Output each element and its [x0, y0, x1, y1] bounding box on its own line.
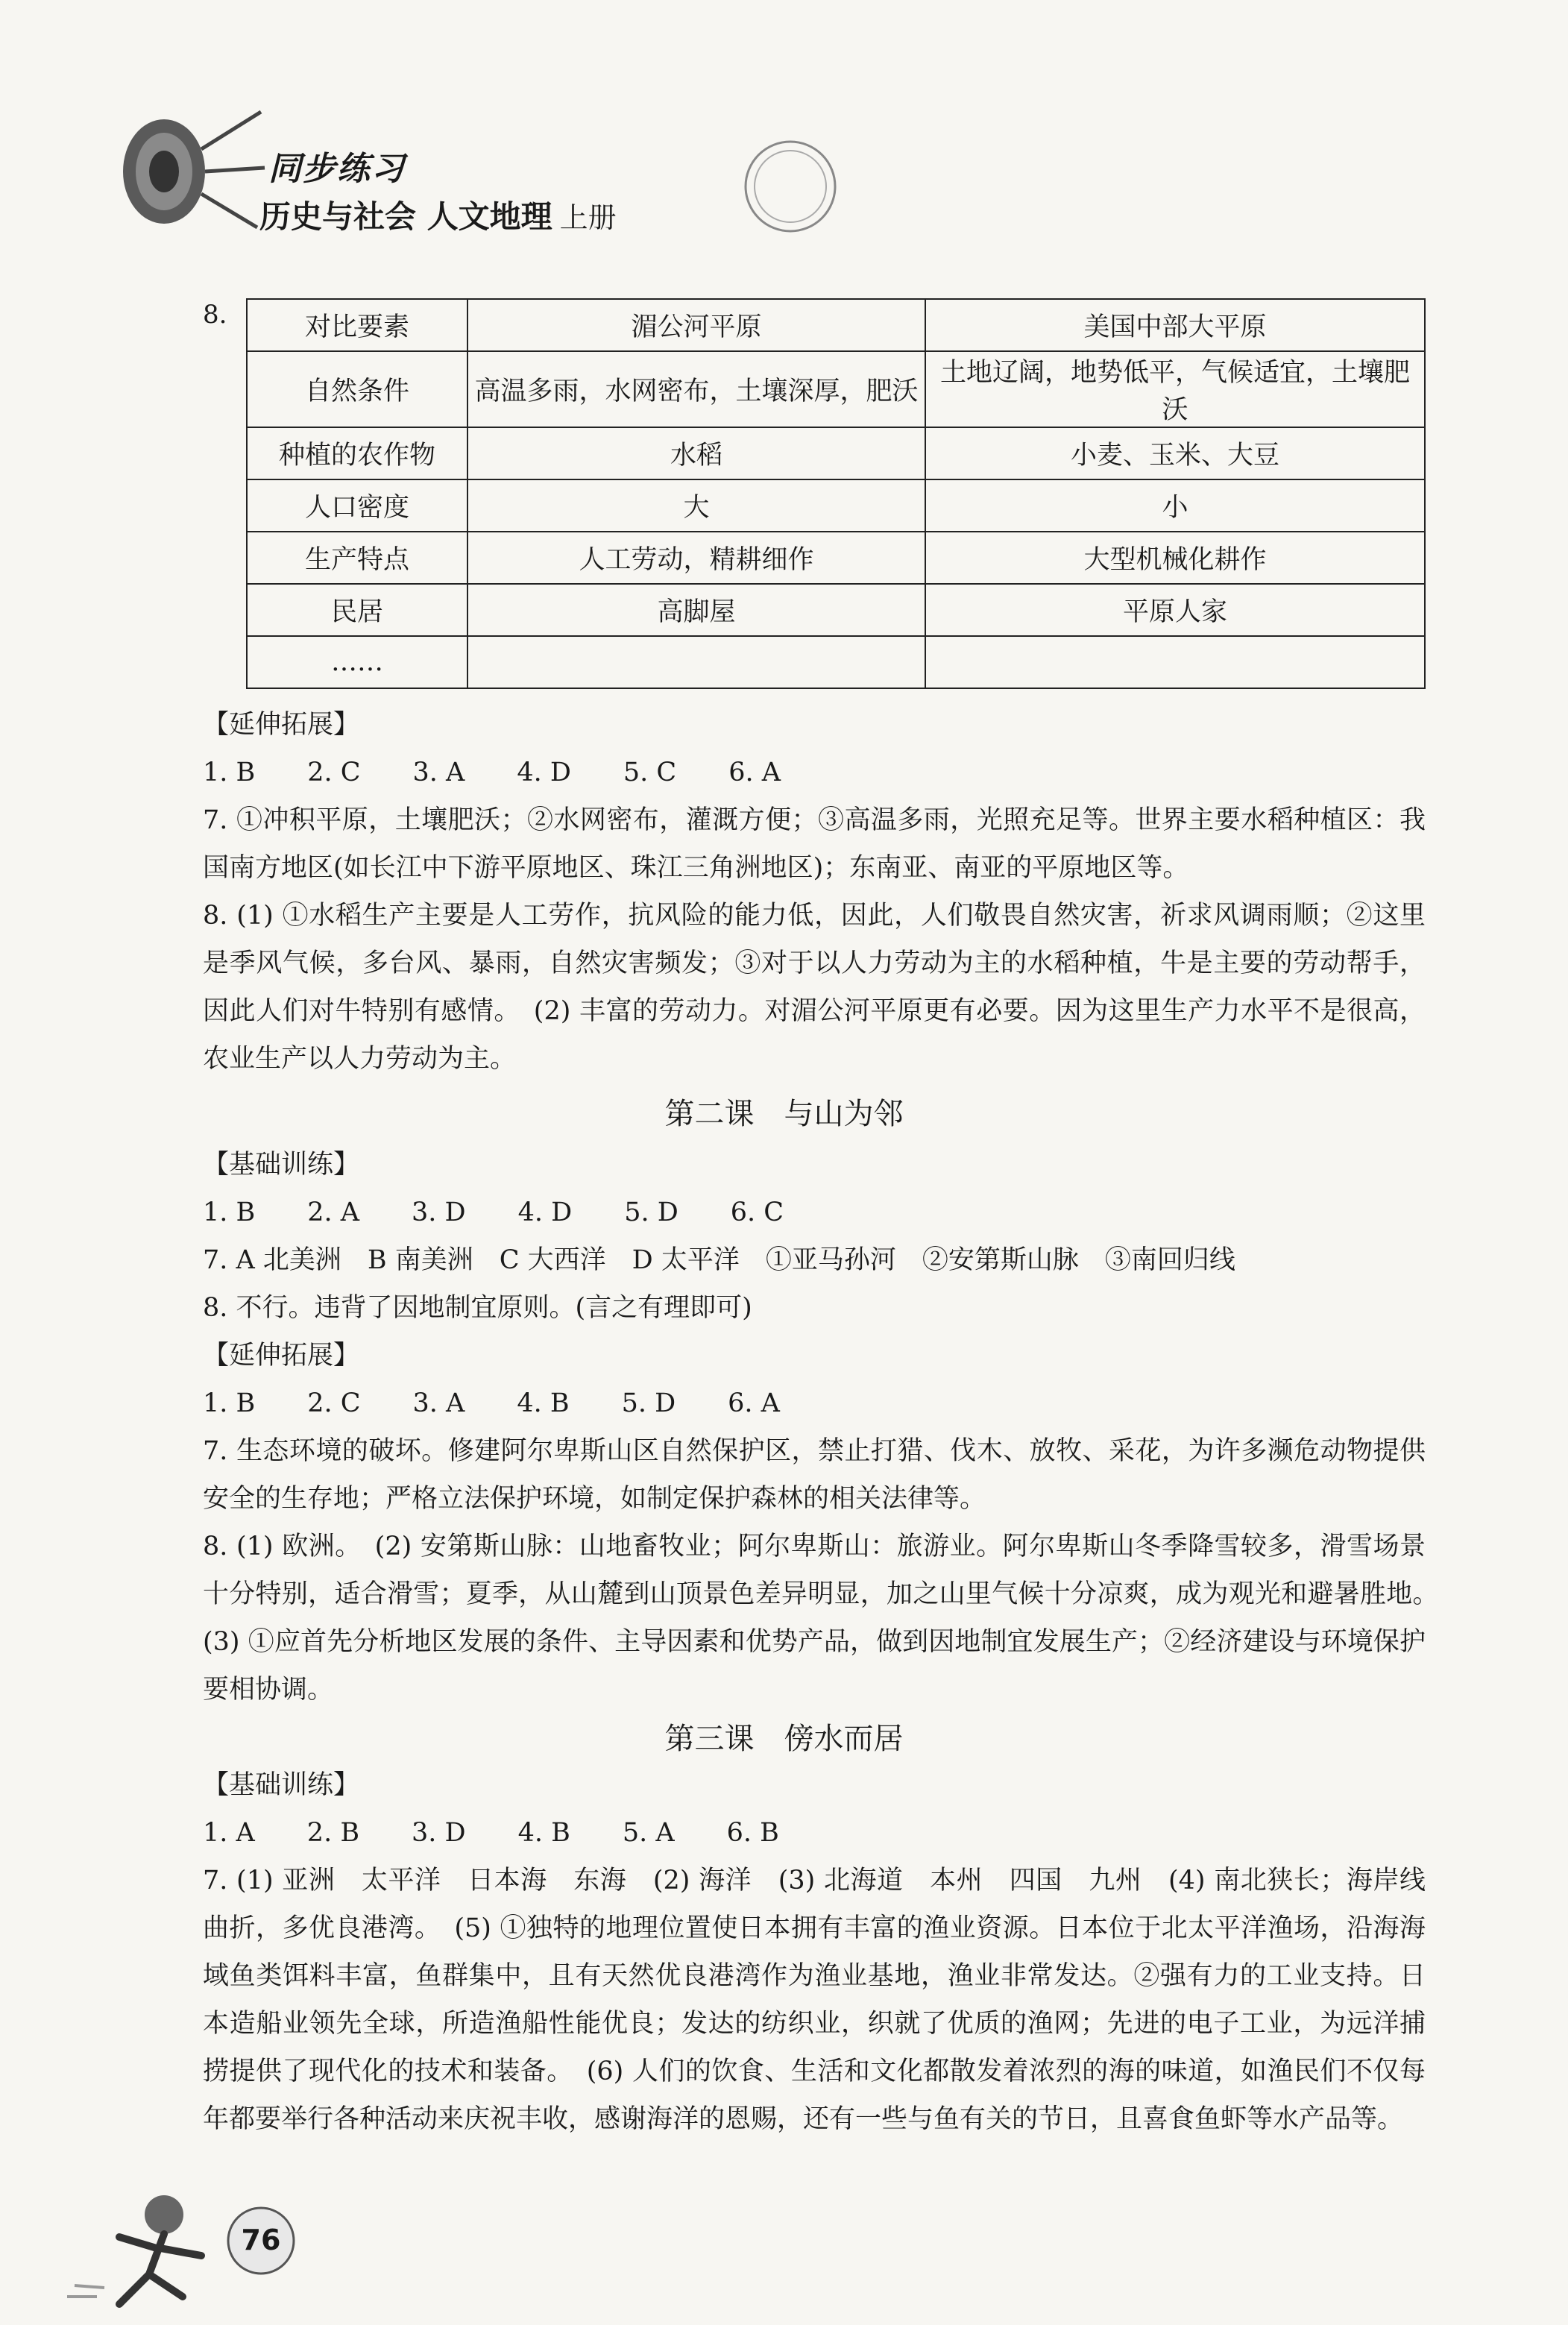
comparison-table: [246, 298, 1426, 689]
table-row: [247, 532, 1425, 584]
answer-q7: 7. 生态环境的破坏。修建阿尔卑斯山区自然保护区，禁止打猎、伐木、放牧、采花，为许多濒危动物提供安全的生存地；严格立法保护环境，如制定保护森林的相关法律等。: [203, 1436, 1426, 1514]
book-title: [259, 192, 617, 237]
table-cell: 小麦、玉米、大豆: [925, 427, 1425, 479]
lesson-3-title: 第三课 傍水而居: [664, 1722, 904, 1756]
table-cell: 高温多雨，水网密布，土壤深厚，肥沃: [467, 351, 925, 427]
table-row: [247, 427, 1425, 479]
table-cell: 生产特点: [247, 532, 467, 584]
section-heading: 【基础训练】: [203, 1770, 360, 1800]
answers-line: 1. B 2. A 3. D 4. D 5. D 6. C: [203, 1198, 784, 1227]
lesson-2-title: 第二课 与山为邻: [664, 1097, 904, 1131]
runner-mascot-icon: [52, 2185, 239, 2319]
answers-line: 1. A 2. B 3. D 4. B 5. A 6. B: [203, 1818, 779, 1848]
table-header-cell: 美国中部大平原: [925, 299, 1425, 351]
answer-q8: 8. (1) ①水稻生产主要是人工劳作，抗风险的能力低，因此，人们敬畏自然灾害，祈求风调雨顺；②这里是季风气候，多台风、暴雨，自然灾害频发；③对于以人力劳动为主的水稻种植，牛是主要的劳动帮手，因此人们对牛特别有感情。 (2) 丰富的劳动力。对湄公河平原更有必要。因为这里生产力水平不是很高，农业生产以人力劳动为主。: [203, 901, 1426, 1074]
answer-q8: 8. 不行。违背了因地制宜原则。(言之有理即可): [203, 1293, 752, 1323]
book-title-text: 历史与社会 人文地理: [259, 198, 552, 235]
table-header-row: [247, 299, 1425, 351]
table-cell: 高脚屋: [467, 584, 925, 636]
answer-q7: 7. (1) 亚洲 太平洋 日本海 东海 (2) 海洋 (3) 北海道 本州 四国 九州 (4) 南北狭长；海岸线曲折，多优良港湾。 (5) ①独特的地理位置使日本拥有丰富的渔业资源。日本位于北太平洋渔场，沿海海域鱼类饵料丰富，鱼群集中，且有天然优良港湾作为渔业基地，渔业非常发达。②强有力的工业支持。日本造船业领先全球，所造渔船性能优良；发达的纺织业，织就了优质的渔网；先进的电子工业，为远洋捕捞提供了现代化的技术和装备。 (6) 人们的饮食、生活和文化都散发着浓烈的海的味道，如渔民们不仅每年都要举行各种活动来庆祝丰收，感谢海洋的恩赐，还有一些与鱼有关的节日，且喜食鱼虾等水产品等。: [203, 1866, 1426, 2134]
page-number: 76: [241, 2224, 281, 2256]
series-name: 同步练习: [268, 150, 406, 188]
table-cell: 平原人家: [925, 584, 1425, 636]
section-heading: 【延伸拓展】: [203, 1341, 360, 1371]
answer-q7: 7. A 北美洲 B 南美洲 C 大西洋 D 太平洋 ①亚马孙河 ②安第斯山脉 ③南回归线: [203, 1245, 1235, 1275]
section-heading: 【延伸拓展】: [203, 710, 360, 740]
table-header-cell: 对比要素: [247, 299, 467, 351]
answers-line: 1. B 2. C 3. A 4. B 5. D 6. A: [203, 1388, 780, 1418]
answer-q8: 8. (1) 欧洲。 (2) 安第斯山脉：山地畜牧业；阿尔卑斯山：旅游业。阿尔卑斯山冬季降雪较多，滑雪场景十分特别，适合滑雪；夏季，从山麓到山顶景色差异明显，加之山里气候十分凉爽，成为观光和避暑胜地。 (3) ①应首先分析地区发展的条件、主导因素和优势产品，做到因地制宜发展生产；②经济建设与环境保护要相协调。: [203, 1532, 1452, 1705]
answers-line: 1. B 2. C 3. A 4. D 5. C 6. A: [203, 758, 781, 787]
table-cell: 民居: [247, 584, 467, 636]
table-cell: [467, 636, 925, 688]
table-cell: 水稻: [467, 427, 925, 479]
lesson-2-body: [203, 1141, 1452, 1714]
speaker-logo-icon: [112, 97, 268, 239]
table-cell: 小: [925, 479, 1425, 532]
table-cell: 种植的农作物: [247, 427, 467, 479]
table-cell: 人口密度: [247, 479, 467, 532]
lesson-3-body: [203, 1761, 1426, 2143]
table-cell: 大: [467, 479, 925, 532]
answer-q7: 7. ①冲积平原，土壤肥沃；②水网密布，灌溉方便；③高温多雨，光照充足等。世界主要水稻种植区：我国南方地区(如长江中下游平原地区、珠江三角洲地区)；东南亚、南亚的平原地区等。: [203, 805, 1426, 883]
table-row: [247, 351, 1425, 427]
table-cell: 自然条件: [247, 351, 467, 427]
table-row: [247, 584, 1425, 636]
table-cell: 土地辽阔，地势低平，气候适宜，土壤肥沃: [925, 351, 1425, 427]
table-cell: ……: [247, 636, 467, 688]
table-row: [247, 479, 1425, 532]
volume-label: 上册: [559, 201, 617, 234]
table-row: [247, 636, 1425, 688]
table-cell: [925, 636, 1425, 688]
extension-section-1: [203, 701, 1426, 1083]
question-8-label: 8.: [203, 300, 227, 330]
section-heading: 【基础训练】: [203, 1150, 360, 1180]
stamp-seal: [738, 134, 843, 239]
table-header-cell: 湄公河平原: [467, 299, 925, 351]
table-cell: 人工劳动，精耕细作: [467, 532, 925, 584]
table-cell: 大型机械化耕作: [925, 532, 1425, 584]
